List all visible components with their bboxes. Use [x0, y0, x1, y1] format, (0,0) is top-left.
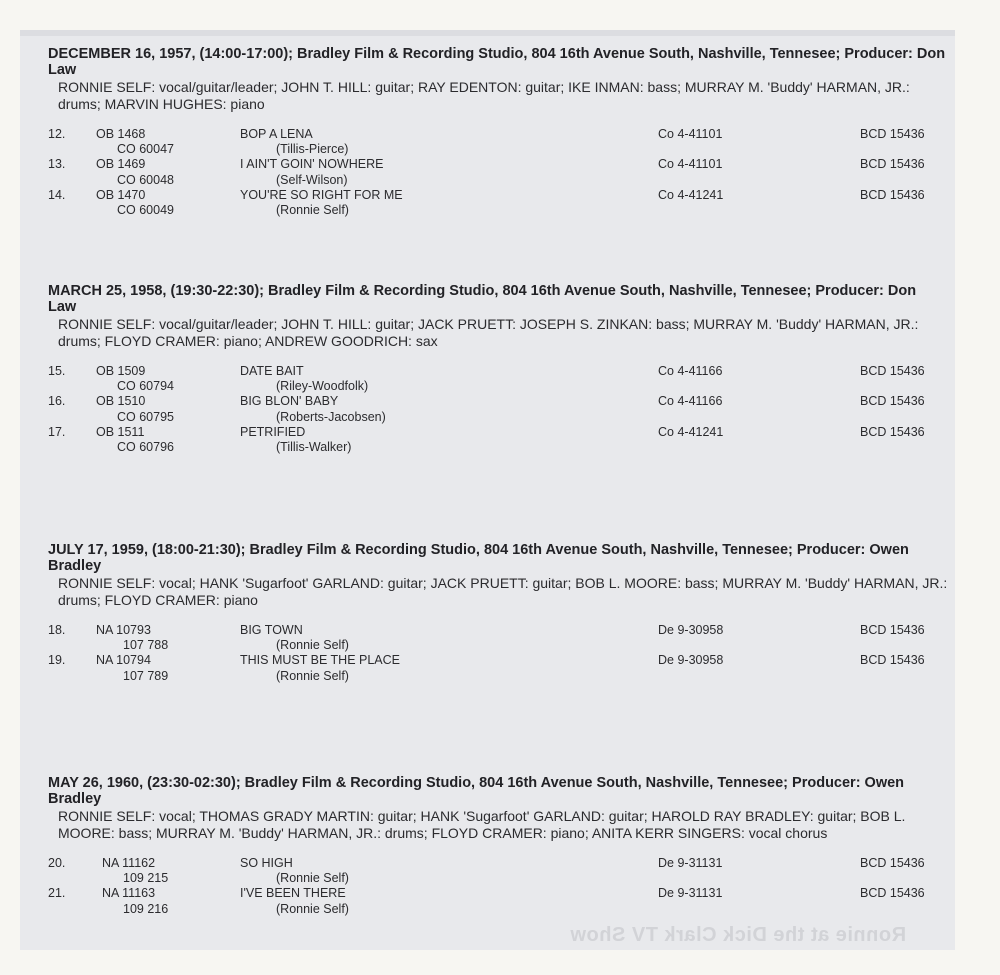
cd-catalog: BCD 15436: [860, 394, 925, 409]
track-number: 15.: [48, 364, 66, 378]
track-number: 17.: [48, 424, 66, 439]
track-title: I AIN'T GOIN' NOWHERE: [240, 157, 384, 172]
session-personnel: RONNIE SELF: vocal; THOMAS GRADY MARTIN: guitar; HANK 'Sugarfoot' GARLAND: guitar; HAROLD RAY BRADLEY: guitar; BOB L. MOORE: bass; MURRAY M. 'Buddy' HARMAN, JR.: drums; FLOYD CRAMER: piano; ANITA KERR SINGERS: vocal chorus: [58, 808, 906, 841]
original-issue: Co 4-41101: [658, 157, 723, 172]
track-title: I'VE BEEN THERE: [240, 886, 346, 901]
original-issue: Co 4-41101: [658, 127, 723, 141]
matrix-number: OB 1510: [96, 394, 146, 409]
matrix-number: OB 1511: [96, 424, 145, 439]
track-row: [48, 157, 948, 187]
alt-matrix-number: CO 60794: [117, 379, 174, 394]
cd-catalog: BCD 15436: [860, 653, 925, 668]
track-row: [48, 886, 948, 916]
session-personnel: RONNIE SELF: vocal/guitar/leader; JOHN T. HILL: guitar; JACK PRUETT: JOSEPH S. ZINKAN: bass; MURRAY M. 'Buddy' HARMAN, JR.: drums; FLOYD CRAMER: piano; ANDREW GOODRICH: sax: [58, 316, 919, 349]
track-composer: (Tillis-Walker): [276, 439, 352, 454]
track-number: 13.: [48, 157, 66, 172]
track-composer: (Ronnie Self): [276, 871, 349, 886]
session-block: [48, 283, 948, 455]
alt-matrix-number: 109 216: [123, 901, 169, 916]
track-title: SO HIGH: [240, 856, 293, 870]
original-issue: De 9-31131: [658, 886, 723, 901]
session-personnel: RONNIE SELF: vocal/guitar/leader; JOHN T. HILL: guitar; RAY EDENTON: guitar; IKE INMAN: bass; MURRAY M. 'Buddy' HARMAN, JR.: drums; MARVIN HUGHES: piano: [58, 79, 910, 112]
track-row: [48, 856, 948, 886]
cd-catalog: BCD 15436: [860, 886, 925, 901]
session-header: MAY 26, 1960, (23:30-02:30); Bradley Film & Recording Studio, 804 16th Avenue South, Nashville, Tennesee; Producer: Owen Bradley: [48, 775, 905, 807]
track-composer: (Self-Wilson): [276, 172, 348, 187]
matrix-number: NA 11162: [102, 856, 156, 870]
track-row: [48, 425, 948, 455]
track-number: 21.: [48, 886, 66, 901]
original-issue: De 9-31131: [658, 856, 723, 870]
track-list: [48, 127, 948, 218]
track-title: BIG BLON' BABY: [240, 394, 339, 409]
track-row: [48, 364, 948, 394]
matrix-number: NA 10794: [96, 653, 151, 668]
track-row: [48, 394, 948, 424]
cd-catalog: BCD 15436: [860, 187, 925, 202]
alt-matrix-number: CO 60048: [117, 172, 174, 187]
alt-matrix-number: 107 789: [123, 668, 169, 683]
track-composer: (Tillis-Pierce): [276, 142, 349, 157]
cd-catalog: BCD 15436: [860, 157, 925, 172]
track-number: 19.: [48, 653, 66, 668]
track-row: [48, 623, 948, 653]
cd-catalog: BCD 15436: [860, 623, 925, 637]
panel-edge: [20, 30, 955, 36]
matrix-number: OB 1509: [96, 364, 146, 378]
track-title: PETRIFIED: [240, 424, 306, 439]
track-row: [48, 127, 948, 157]
track-row: [48, 653, 948, 683]
matrix-number: NA 11163: [102, 886, 156, 901]
track-composer: (Ronnie Self): [276, 668, 349, 683]
alt-matrix-number: CO 60796: [117, 439, 174, 454]
track-title: DATE BAIT: [240, 364, 304, 378]
track-list: [48, 623, 948, 684]
bleed-through-caption: Ronnie at the Dick Clark TV Show: [570, 924, 907, 946]
track-composer: (Roberts-Jacobsen): [276, 409, 386, 424]
session-personnel: RONNIE SELF: vocal; HANK 'Sugarfoot' GARLAND: guitar; JACK PRUETT: guitar; BOB L. MOORE: bass; MURRAY M. 'Buddy' HARMAN, JR.: drums; FLOYD CRAMER: piano: [58, 575, 948, 608]
track-composer: (Ronnie Self): [276, 638, 349, 653]
matrix-number: NA 10793: [96, 623, 151, 637]
original-issue: Co 4-41241: [658, 424, 724, 439]
session-header: JULY 17, 1959, (18:00-21:30); Bradley Film & Recording Studio, 804 16th Avenue South, Nashville, Tennesee; Producer: Owen Bradley: [48, 542, 909, 574]
original-issue: De 9-30958: [658, 653, 724, 668]
track-list: [48, 856, 948, 917]
track-title: BIG TOWN: [240, 623, 303, 637]
session-block: [48, 542, 948, 684]
track-number: 16.: [48, 394, 66, 409]
cd-catalog: BCD 15436: [860, 424, 925, 439]
track-title: BOP A LENA: [240, 127, 313, 141]
session-header: DECEMBER 16, 1957, (14:00-17:00); Bradley Film & Recording Studio, 804 16th Avenue South, Nashville, Tennesee; Producer: Don Law: [48, 46, 946, 78]
track-list: [48, 364, 948, 455]
track-composer: (Ronnie Self): [276, 202, 349, 217]
track-number: 14.: [48, 187, 66, 202]
alt-matrix-number: 109 215: [123, 871, 169, 886]
original-issue: Co 4-41166: [658, 394, 723, 409]
cd-catalog: BCD 15436: [860, 127, 925, 141]
track-number: 18.: [48, 623, 66, 637]
alt-matrix-number: CO 60049: [117, 202, 174, 217]
track-row: [48, 188, 948, 218]
track-number: 20.: [48, 856, 66, 870]
alt-matrix-number: 107 788: [123, 638, 169, 653]
track-composer: (Riley-Woodfolk): [276, 379, 369, 394]
session-block: [48, 775, 948, 917]
matrix-number: OB 1468: [96, 127, 146, 141]
alt-matrix-number: CO 60795: [117, 409, 174, 424]
track-title: THIS MUST BE THE PLACE: [240, 653, 400, 668]
original-issue: De 9-30958: [658, 623, 724, 637]
original-issue: Co 4-41166: [658, 364, 723, 378]
original-issue: Co 4-41241: [658, 187, 724, 202]
matrix-number: OB 1469: [96, 157, 146, 172]
session-header: MARCH 25, 1958, (19:30-22:30); Bradley Film & Recording Studio, 804 16th Avenue South, Nashville, Tennesee; Producer: Don Law: [48, 283, 917, 315]
matrix-number: OB 1470: [96, 187, 146, 202]
track-title: YOU'RE SO RIGHT FOR ME: [240, 187, 403, 202]
alt-matrix-number: CO 60047: [117, 142, 174, 157]
track-composer: (Ronnie Self): [276, 901, 349, 916]
session-block: [48, 46, 948, 218]
track-number: 12.: [48, 127, 66, 141]
cd-catalog: BCD 15436: [860, 364, 925, 378]
cd-catalog: BCD 15436: [860, 856, 925, 870]
